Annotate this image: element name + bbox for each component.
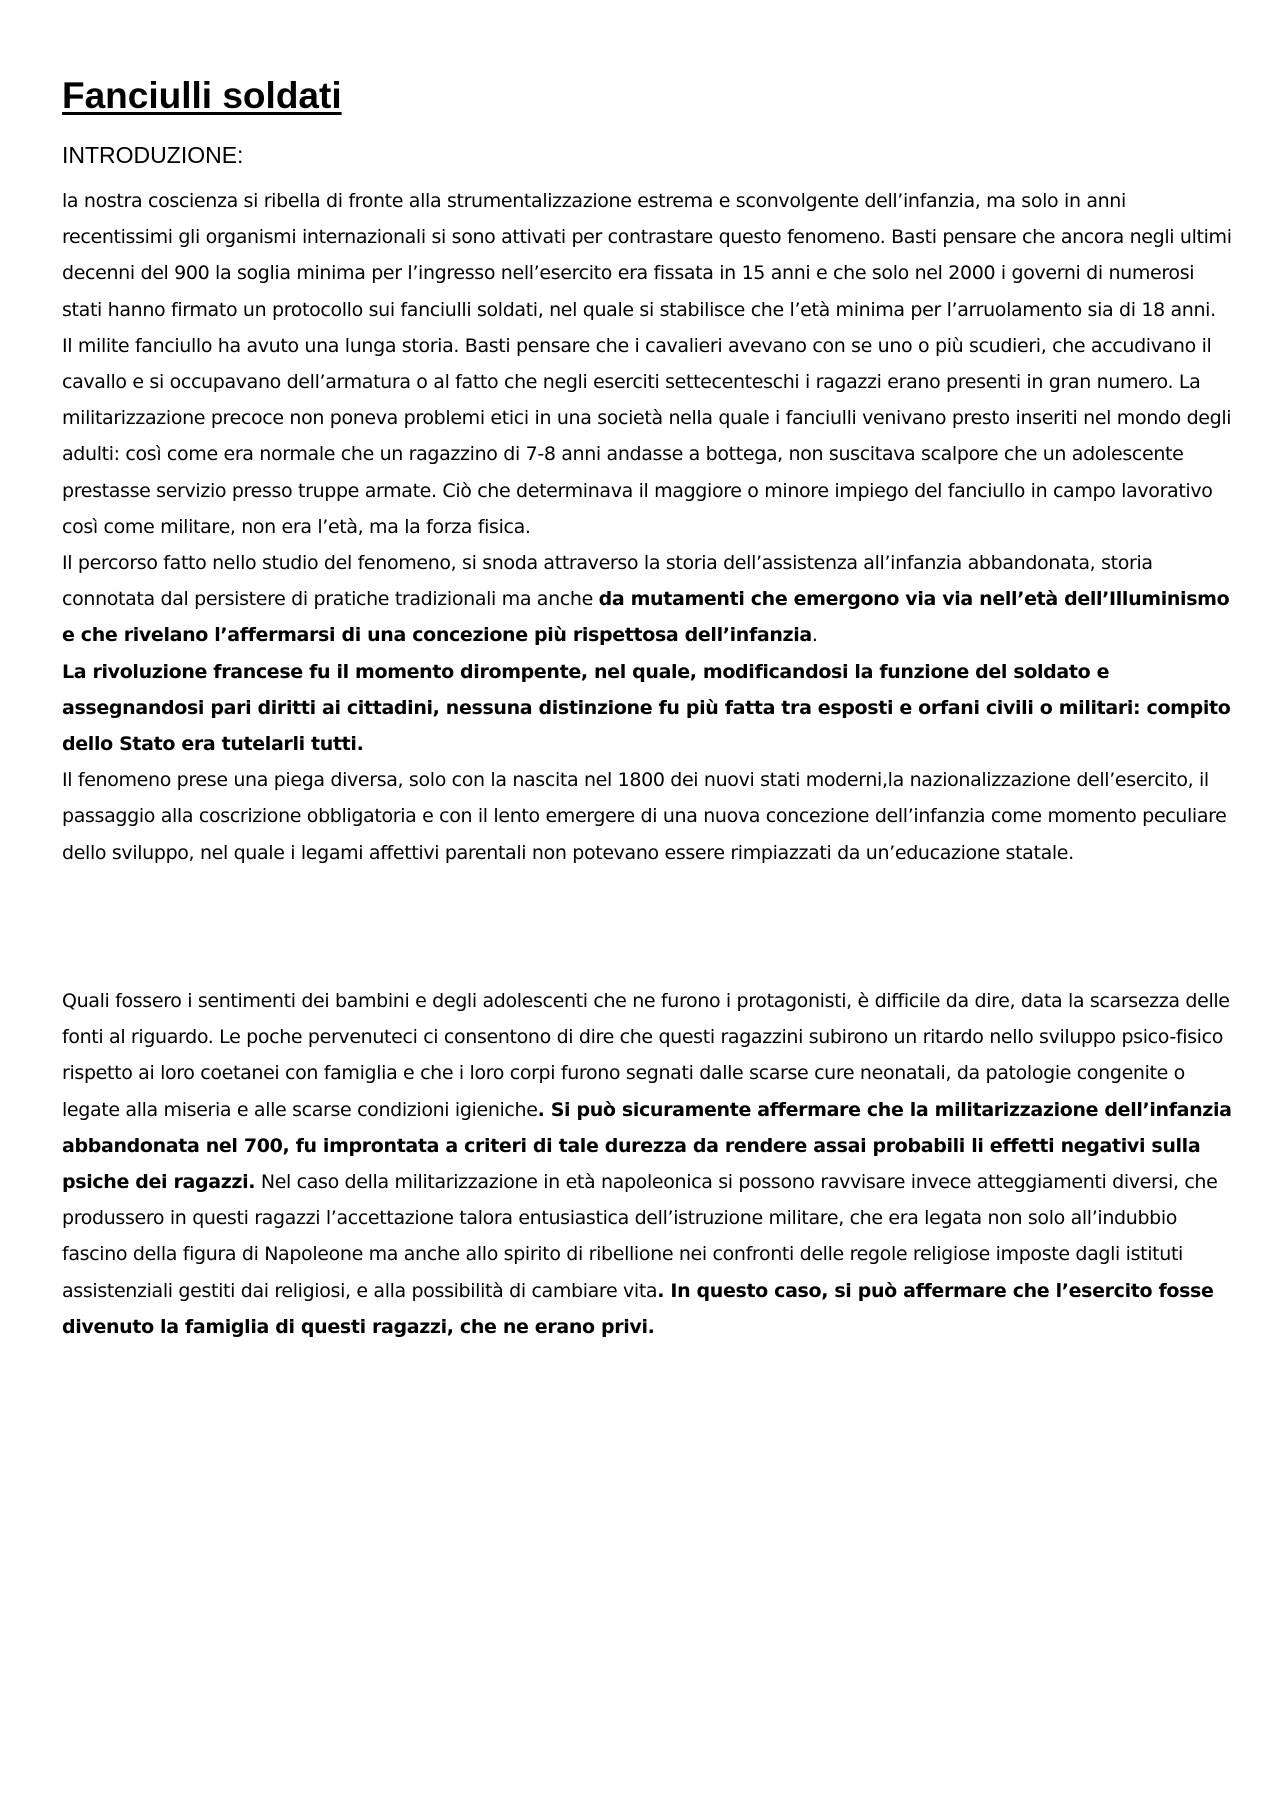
paragraph-6 [62,983,1232,1345]
page-title: Fanciulli soldati [62,75,342,116]
paragraph-4-bold-text: La rivoluzione francese fu il momento dirompente, nel quale, modificandosi la funzione del soldato e assegnandosi pari diritti ai cittadini, nessuna distinzione fu più fatta tra esposti e orfani civili o militari: compito dello Stato era tutelarli tutti. [62,660,1231,756]
paragraph-3-bold-text: da mutamenti che emergono via via nell’età dell’Illuminismo e che rivelano l’affermarsi di una concezione più rispettosa dell’infanzia [62,588,1230,647]
paragraph-6-bold-d: . In questo caso, si può affermare che l’esercito fosse divenuto la famiglia di questi ragazzi, che ne erano privi. [62,1279,1214,1338]
paragraph-5: Il fenomeno prese una piega diversa, solo con la nascita nel 1800 dei nuovi stati moderni,la nazionalizzazione dell’esercito, il passaggio alla coscrizione obbligatoria e con il lento emergere di una nuova concezione dell’infanzia come momento peculiare dello sviluppo, nel quale i legami affettivi parentali non potevano essere rimpiazzati da un’educazione statale. [62,769,1227,864]
paragraph-1: la nostra coscienza si ribella di fronte alla strumentalizzazione estrema e sconvolgente dell’infanzia, ma solo in anni recentissimi gli organismi internazionali si sono attivati per contrastare questo fenomeno. Basti pensare che ancora negli ultimi decenni del 900 la soglia minima per l’ingresso nell’esercito era fissata in 15 anni e che solo nel 2000 i governi di numerosi stati hanno firmato un protocollo sui fanciulli soldati, nel quale si stabilisce che l’età minima per l’arruolamento sia di 18 anni. [62,190,1232,321]
paragraph-3 [62,545,1232,654]
paragraph-3-text: Il percorso fatto nello studio del fenomeno, si snoda attraverso la storia dell’assistenza all’infanzia abbandonata, storia connotata dal persistere di pratiche tradizionali ma anche [62,552,1153,611]
introduction-text-block [62,183,1232,871]
paragraph-4 [62,654,1232,763]
paragraph-6-bold-b: . Si può sicuramente affermare che la militarizzazione dell’infanzia abbandonata nel 700, fu improntata a criteri di tale durezza da rendere assai probabili li effetti negativi sulla psiche dei ragazzi. [62,1098,1232,1194]
paragraph-2: Il milite fanciullo ha avuto una lunga storia. Basti pensare che i cavalieri avevano con se uno o più scudieri, che accudivano il cavallo e si occupavano dell’armatura o al fatto che negli eserciti settecenteschi i ragazzi erano presenti in gran numero. La militarizzazione precoce non poneva problemi etici in una società nella quale i fanciulli venivano presto inseriti nel mondo degli adulti: così come era normale che un ragazzino di 7-8 anni andasse a bottega, non suscitava scalpore che un adolescente prestasse servizio presso truppe armate. Ciò che determinava il maggiore o minore impiego del fanciullo in campo lavorativo così come militare, non era l’età, ma la forza fisica. [62,334,1232,538]
paragraph-6-text-a: Quali fossero i sentimenti dei bambini e degli adolescenti che ne furono i protagonisti, è difficile da dire, data la scarsezza delle fonti al riguardo. Le poche pervenuteci ci consentono di dire che questi ragazzini subirono un ritardo nello sviluppo psico-fisico rispetto ai loro coetanei con famiglia e che i loro corpi furono segnati dalle scarse cure neonatali, da patologie congenite o legate alla miseria e alle scarse condizioni igieniche [62,990,1230,1121]
second-text-block [62,983,1232,1345]
paragraph-3-end: . [811,624,818,647]
section-heading: INTRODUZIONE: [62,142,244,168]
paragraph-6-text-c: Nel caso della militarizzazione in età napoleonica si possono ravvisare invece atteggiamenti diversi, che produssero in questi ragazzi l’accettazione talora entusiastica dell’istruzione militare, che era legata non solo all’indubbio fascino della figura di Napoleone ma anche allo spirito di ribellione nei confronti delle regole religiose imposte dagli istituti assistenziali gestiti dai religiosi, e alla possibilità di cambiare vita [62,1171,1218,1302]
